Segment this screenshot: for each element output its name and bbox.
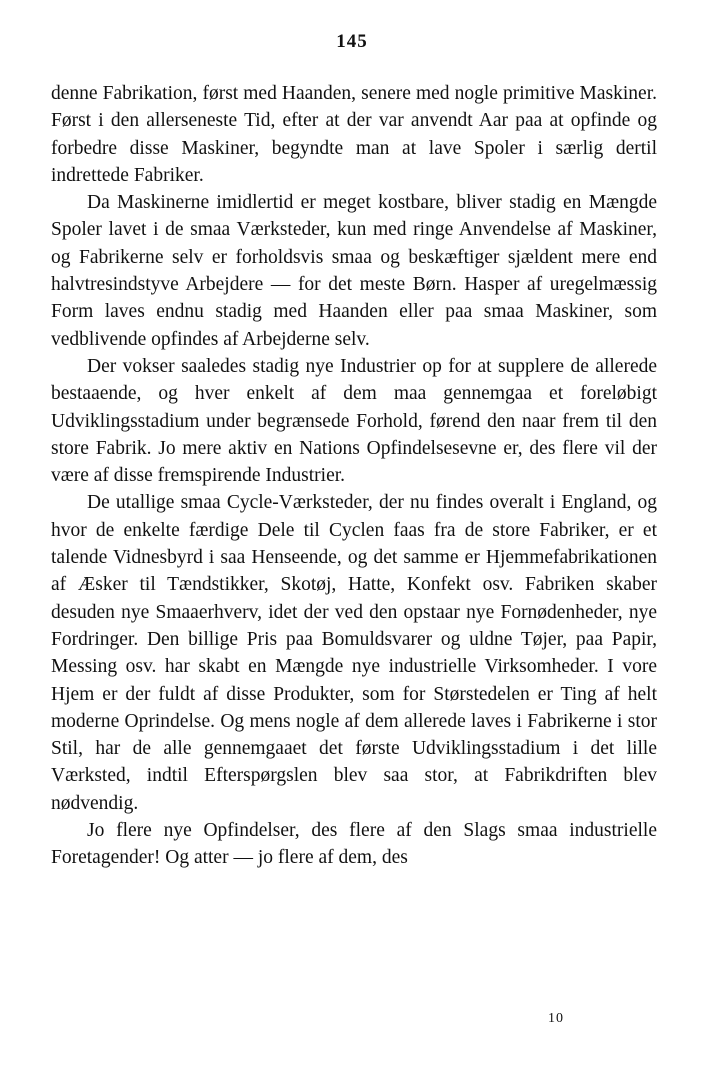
paragraph-3: Der vokser saaledes stadig nye Industrier op for at supplere de allerede bestaaende, og hver enkelt af dem maa gennemgaa et foreløbigt Udviklingsstadium under begrænsede Forhold, førend den naar frem til den store Fabrik. Jo mere aktiv en Nations Opfindelsesevne er, des flere vil der være af disse fremspirende Industrier. <box>51 355 657 487</box>
paragraph-4: De utallige smaa Cycle-Værksteder, der nu findes overalt i England, og hvor de enkelte færdige Dele til Cyclen faas fra de store Fabriker, er et talende Vidnesbyrd i saa Henseende, og det samme er Hjemmefabrikationen af Æsker til Tændstikker, Skotøj, Hatte, Konfekt osv. Fabriken skaber desuden nye Smaaerhverv, idet der ved den opstaar nye Fornødenheder, nye Fordringer. Den billige Pris paa Bomuldsvarer og uldne Tøjer, paa Papir, Messing osv. har skabt en Mængde nye industrielle Virksomheder. I vore Hjem er der fuldt af disse Produkter, som for Størstedelen er Ting af helt moderne Oprindelse. Og mens nogle af dem allerede laves i Fabrikerne i stor Stil, har de alle gennemgaaet det første Udviklingsstadium i det lille Værksted, indtil Efterspørgslen blev saa stor, at Fabrikdriften blev nødvendig. <box>51 492 657 814</box>
paragraph-1: denne Fabrikation, først med Haanden, senere med nogle primitive Maskiner. Først i den allerseneste Tid, efter at der var anvendt Aar paa at opfinde og forbedre disse Maskiner, begyndte man at lave Spoler i særlig dertil indrettede Fabriker. <box>51 83 657 186</box>
paragraph-5: Jo flere nye Opfindelser, des flere af den Slags smaa industrielle Foretagender! Og atter — jo flere af dem, des <box>51 820 657 869</box>
body-text <box>51 80 657 872</box>
page-number: 145 <box>336 31 368 52</box>
signature-mark: 10 <box>548 1011 564 1026</box>
paragraph-2: Da Maskinerne imidlertid er meget kostbare, bliver stadig en Mængde Spoler lavet i de smaa Værksteder, kun med ringe Anvendelse af Maskiner, og Fabrikerne selv er forholdsvis smaa og beskæftiger sjældent mere end halvtresindstyve Arbejdere — for det meste Børn. Hasper af uregelmæssig Form laves endnu stadig med Haanden eller paa smaa Maskiner, som vedblivende opfindes af Arbejderne selv. <box>51 192 657 350</box>
